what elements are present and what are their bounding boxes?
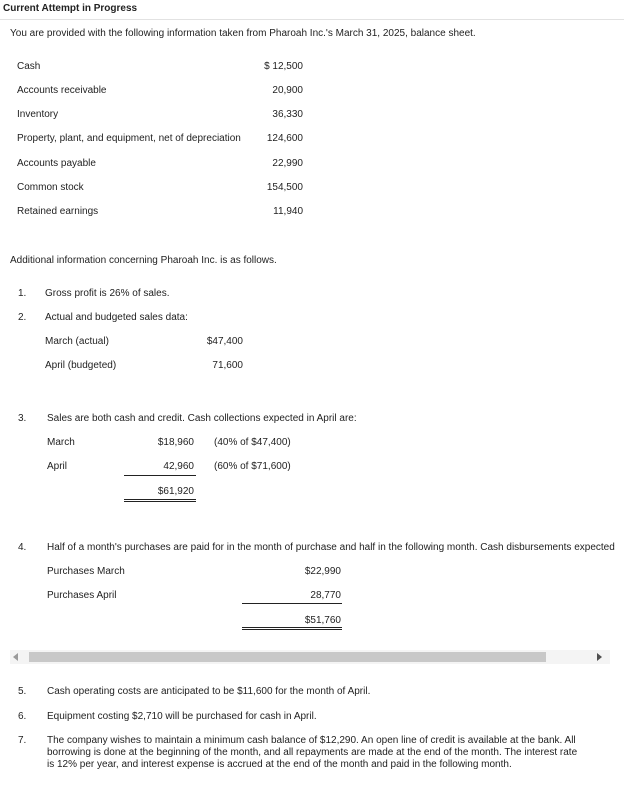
item3-row-label: April [47,461,68,472]
bs-value-retained-earnings: 11,940 [273,206,303,217]
item4-row-value: $22,990 [304,566,341,577]
bs-value-inventory: 36,330 [272,109,303,120]
item3-row-value: $18,960 [157,437,194,448]
item2-row-value: 71,600 [212,360,243,371]
item5-text: Cash operating costs are anticipated to be $11,600 for the month of April. [47,686,371,697]
item6-number: 6. [18,711,27,722]
item4-number: 4. [18,542,27,553]
bs-value-ppe: 124,600 [266,133,303,144]
item1-number: 1. [18,288,27,299]
item4-row-label: Purchases April [47,590,117,601]
item4-total-double-rule [242,627,342,630]
scroll-right-arrow-icon[interactable] [597,653,602,661]
bs-label-cash: Cash [17,61,41,72]
bs-value-ar: 20,900 [272,85,303,96]
scroll-thumb[interactable] [29,652,546,662]
item7-text: The company wishes to maintain a minimum cash balance of $12,290. An open line of credit is available at the bank. All borrowing is done at the beginning of the month, and all repayments are made at the end of the month. The interest rate is 12% per year, and interest expense is accrued at the end of the month and paid in the following month. [47,735,578,770]
intro-text: You are provided with the following information taken from Pharoah Inc.'s March 31, 2025, balance sheet. [10,28,476,39]
item4-text: Half of a month's purchases are paid for in the month of purchase and half in the following month. Cash disbursements expected [47,542,615,553]
item3-number: 3. [18,413,27,424]
item3-total: $61,920 [157,486,194,497]
item2-row-value: $47,400 [206,336,243,347]
item3-text: Sales are both cash and credit. Cash collections expected in April are: [47,413,357,424]
item2-number: 2. [18,312,27,323]
item2-row-label: April (budgeted) [45,360,117,371]
item4-row-value: 28,770 [310,590,341,601]
item2-text: Actual and budgeted sales data: [45,312,188,323]
horizontal-scrollbar[interactable] [10,650,610,664]
item3-row-label: March [47,437,75,448]
item3-row-value: 42,960 [163,461,194,472]
bs-label-common-stock: Common stock [17,182,84,193]
bs-value-cash: $ 12,500 [264,61,303,72]
item3-total-double-rule [124,499,196,502]
item3-subtotal-rule [124,475,196,476]
bs-label-ar: Accounts receivable [17,85,107,96]
bs-label-ppe: Property, plant, and equipment, net of depreciation [17,133,241,144]
item4-row-label: Purchases March [47,566,125,577]
bs-label-ap: Accounts payable [17,158,96,169]
attempt-header: Current Attempt in Progress [3,3,138,14]
item7-number: 7. [18,735,27,746]
item5-number: 5. [18,686,27,697]
bs-label-retained-earnings: Retained earnings [17,206,99,217]
item4-total: $51,760 [304,615,341,626]
item4-subtotal-rule [242,603,342,604]
item1-text: Gross profit is 26% of sales. [45,288,170,299]
additional-info-text: Additional information concerning Pharoah Inc. is as follows. [10,255,277,266]
bs-value-common-stock: 154,500 [266,182,303,193]
item2-row-label: March (actual) [45,336,109,347]
item3-row-note: (60% of $71,600) [214,461,291,472]
item3-row-note: (40% of $47,400) [214,437,291,448]
scroll-left-arrow-icon[interactable] [13,653,18,661]
bs-value-ap: 22,990 [272,158,303,169]
header-divider [0,19,624,20]
item6-text: Equipment costing $2,710 will be purchased for cash in April. [47,711,317,722]
bs-label-inventory: Inventory [17,109,59,120]
